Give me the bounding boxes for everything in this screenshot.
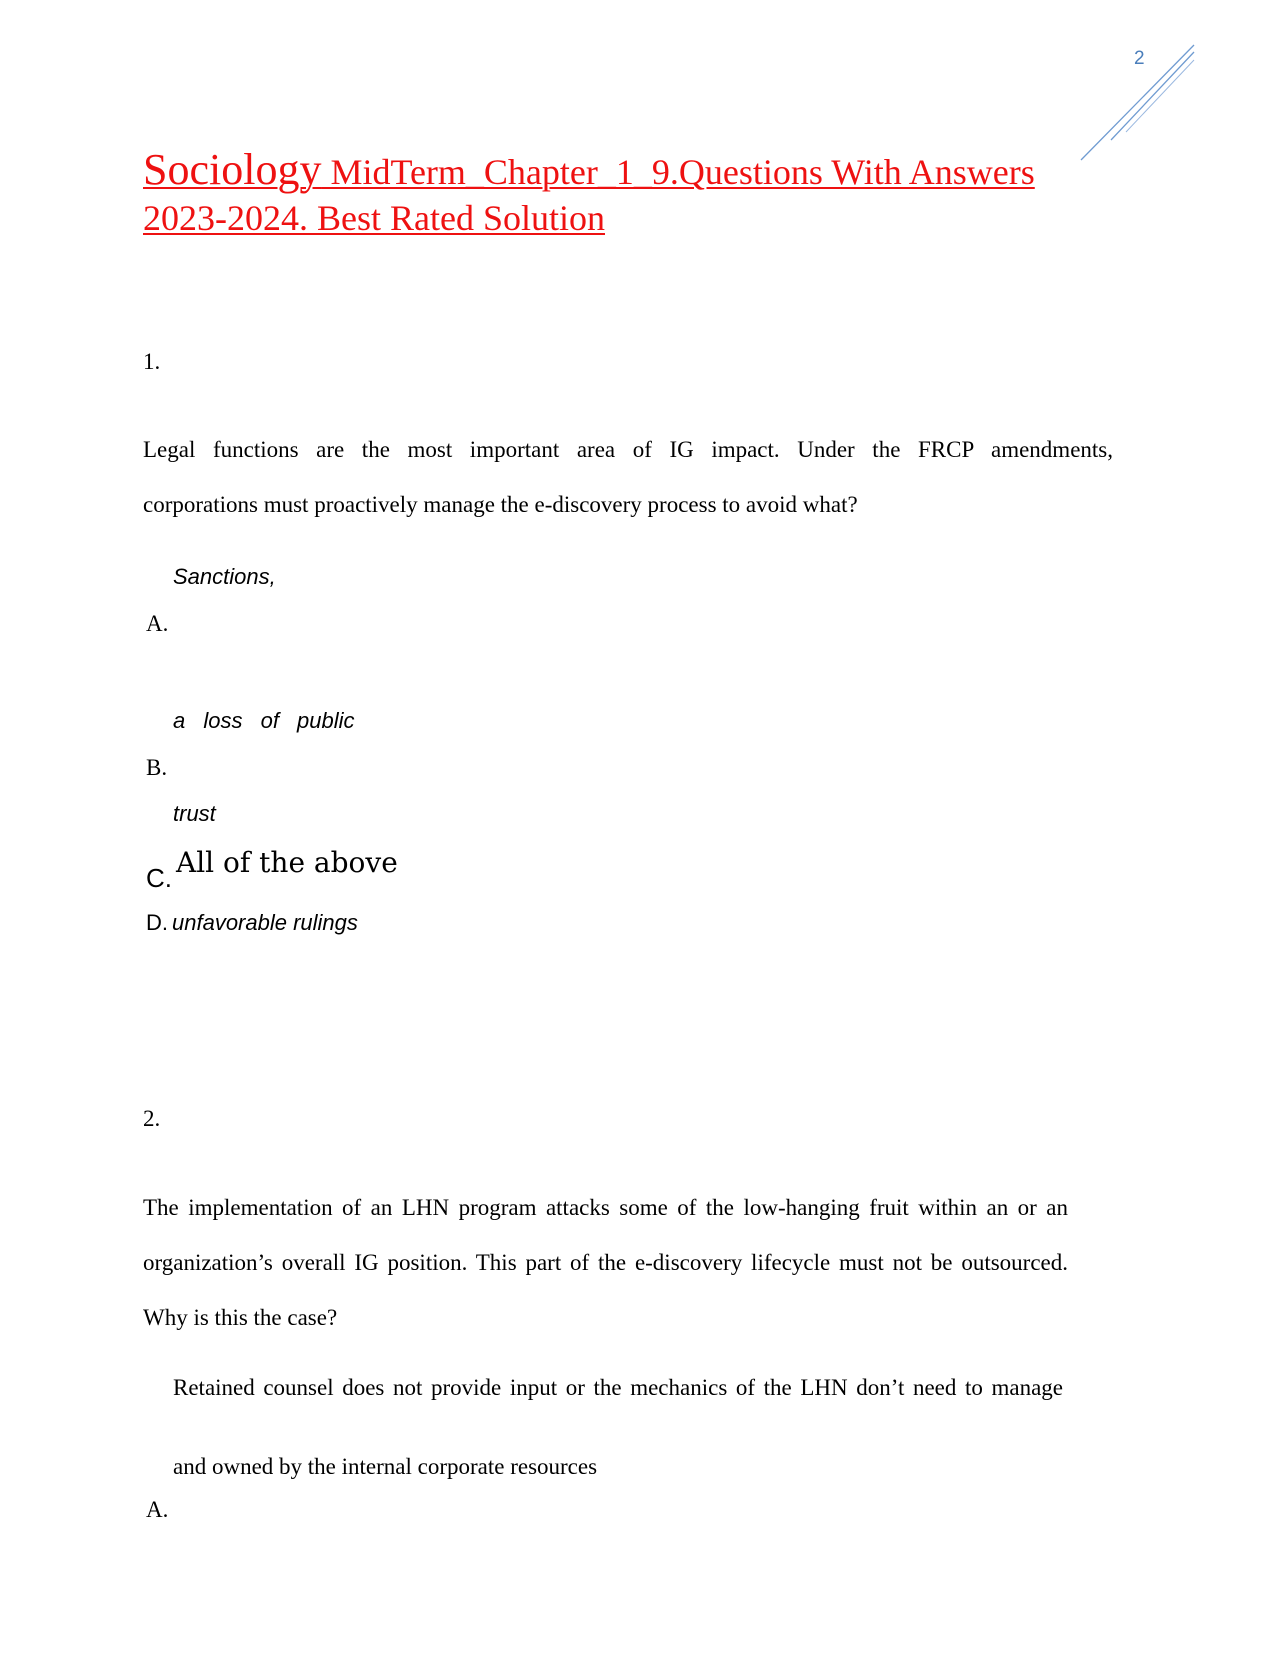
document-title-line-2: 2023-2024. Best Rated Solution [143, 198, 605, 238]
document-title-line-1 [143, 144, 1035, 195]
q1-option-b-text-line-1: a loss of public [173, 708, 355, 733]
q2-option-a-text-line-2: and owned by the internal corporate resources [173, 1454, 598, 1479]
q1-option-b-letter: B. [146, 755, 168, 780]
question-2-text-line-1: The implementation of an LHN program attacks some of the low-hanging fruit within an or an [143, 1195, 1068, 1220]
title-subject: Sociology [143, 145, 322, 194]
q1-option-d-text: unfavorable rulings [172, 910, 358, 935]
q1-option-a-text: Sanctions, [173, 564, 276, 589]
page-number: 2 [1134, 48, 1145, 69]
question-1-text-line-2: corporations must proactively manage the e-discovery process to avoid what? [143, 492, 858, 517]
q1-option-c-letter: C. [146, 863, 172, 893]
title-rest: MidTerm_Chapter_1_9.Questions With Answers [321, 152, 1035, 192]
q1-option-a-letter: A. [146, 611, 169, 636]
q1-option-b-text-line-2: trust [173, 801, 216, 826]
q1-option-d-letter: D. [146, 910, 168, 935]
question-2-text-line-3: Why is this the case? [143, 1305, 338, 1330]
q2-option-a-text-line-1: Retained counsel does not provide input or the mechanics of the LHN don’t need to manage [173, 1375, 1063, 1400]
question-2-number: 2. [143, 1106, 161, 1131]
question-2-text-line-2: organization’s overall IG position. This part of the e-discovery lifecycle must not be outsourced. [143, 1250, 1068, 1275]
question-1-number: 1. [143, 349, 161, 374]
question-1-text-line-1: Legal functions are the most important area of IG impact. Under the FRCP amendments, [143, 437, 1113, 462]
q2-option-a-letter: A. [146, 1497, 169, 1522]
corner-line-decoration [1076, 40, 1200, 164]
q1-option-c-text: All of the above [176, 846, 398, 879]
